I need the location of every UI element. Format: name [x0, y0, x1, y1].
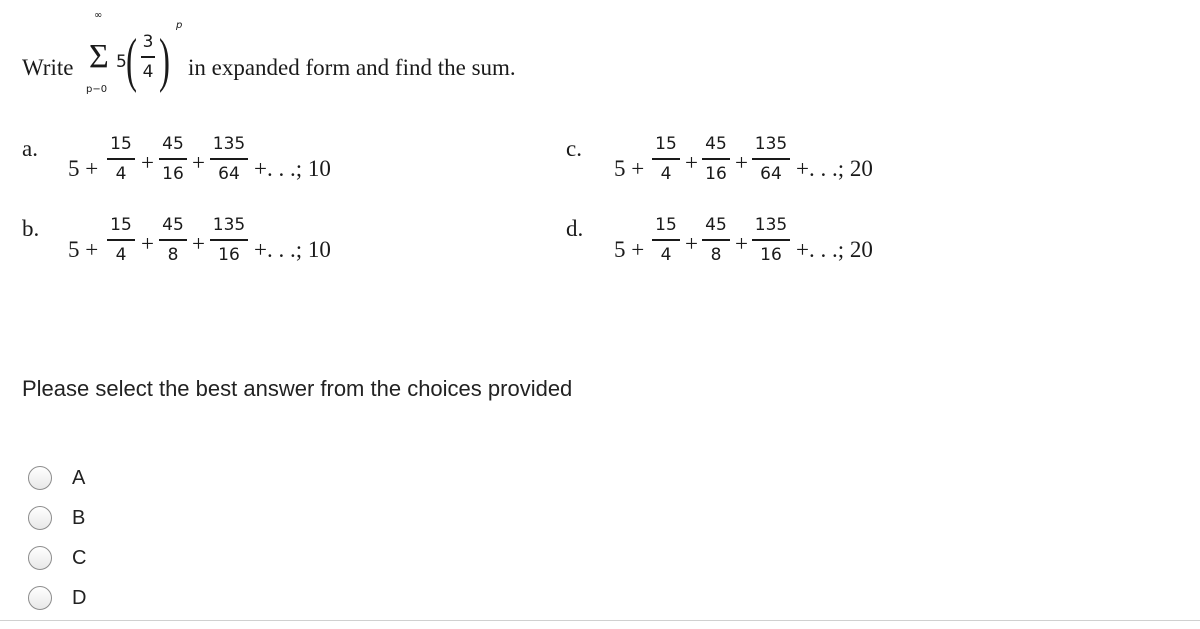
option-fraction: 45 16: [702, 134, 730, 184]
exponent: p: [176, 20, 183, 31]
choice-c-row[interactable]: [28, 542, 86, 574]
option-letter: d.: [566, 216, 584, 241]
base-fraction: [141, 32, 155, 82]
sigma-symbol: Σ: [89, 38, 109, 75]
option-fraction: 15 4: [652, 134, 680, 184]
question-write-label: Write: [22, 55, 74, 80]
option-fraction: 135 64: [210, 134, 248, 184]
option-fraction: 45 16: [159, 134, 187, 184]
choice-label: C: [72, 546, 87, 569]
option-tail: +. . .; 10: [254, 237, 331, 262]
coefficient: 5: [116, 52, 127, 72]
choice-label: D: [72, 586, 87, 609]
option-lead-term: 5 +: [68, 156, 99, 181]
choice-label: A: [72, 466, 86, 489]
divider: [0, 620, 1200, 621]
option-fraction: 135 16: [210, 215, 248, 265]
radio-button-d[interactable]: [28, 586, 52, 610]
choice-b-row[interactable]: [28, 502, 85, 534]
lower-limit: p−0: [86, 84, 108, 95]
upper-limit: ∞: [94, 10, 103, 21]
option-fraction: 135 64: [752, 134, 790, 184]
radio-button-b[interactable]: [28, 506, 52, 530]
choice-a-row[interactable]: [28, 462, 85, 494]
radio-button-a[interactable]: [28, 466, 52, 490]
option-letter: c.: [566, 136, 582, 161]
radio-button-c[interactable]: [28, 546, 52, 570]
option-fraction: 15 4: [652, 215, 680, 265]
option-fraction: 45 8: [702, 215, 730, 265]
option-fraction: 15 4: [107, 134, 135, 184]
option-fraction: 45 8: [159, 215, 187, 265]
option-letter: a.: [22, 136, 38, 161]
question-rest-text: in expanded form and find the sum.: [188, 55, 516, 80]
option-fraction: 135 16: [752, 215, 790, 265]
instruction-text: Please select the best answer from the choices provided: [22, 376, 573, 401]
base-denominator: 4: [142, 61, 154, 82]
option-tail: +. . .; 20: [796, 237, 873, 262]
option-lead-term: 5 +: [614, 237, 645, 262]
option-lead-term: 5 +: [614, 156, 645, 181]
option-fraction: 15 4: [107, 215, 135, 265]
option-tail: +. . .; 10: [254, 156, 331, 181]
choice-label: B: [72, 506, 86, 529]
base-numerator: 3: [142, 32, 154, 52]
right-paren: ): [159, 27, 170, 93]
summation-expression: [86, 10, 186, 105]
option-letter: b.: [22, 216, 40, 241]
choice-d-row[interactable]: [28, 582, 86, 614]
option-tail: +. . .; 20: [796, 156, 873, 181]
option-lead-term: 5 +: [68, 237, 99, 262]
left-paren: (: [126, 27, 137, 93]
